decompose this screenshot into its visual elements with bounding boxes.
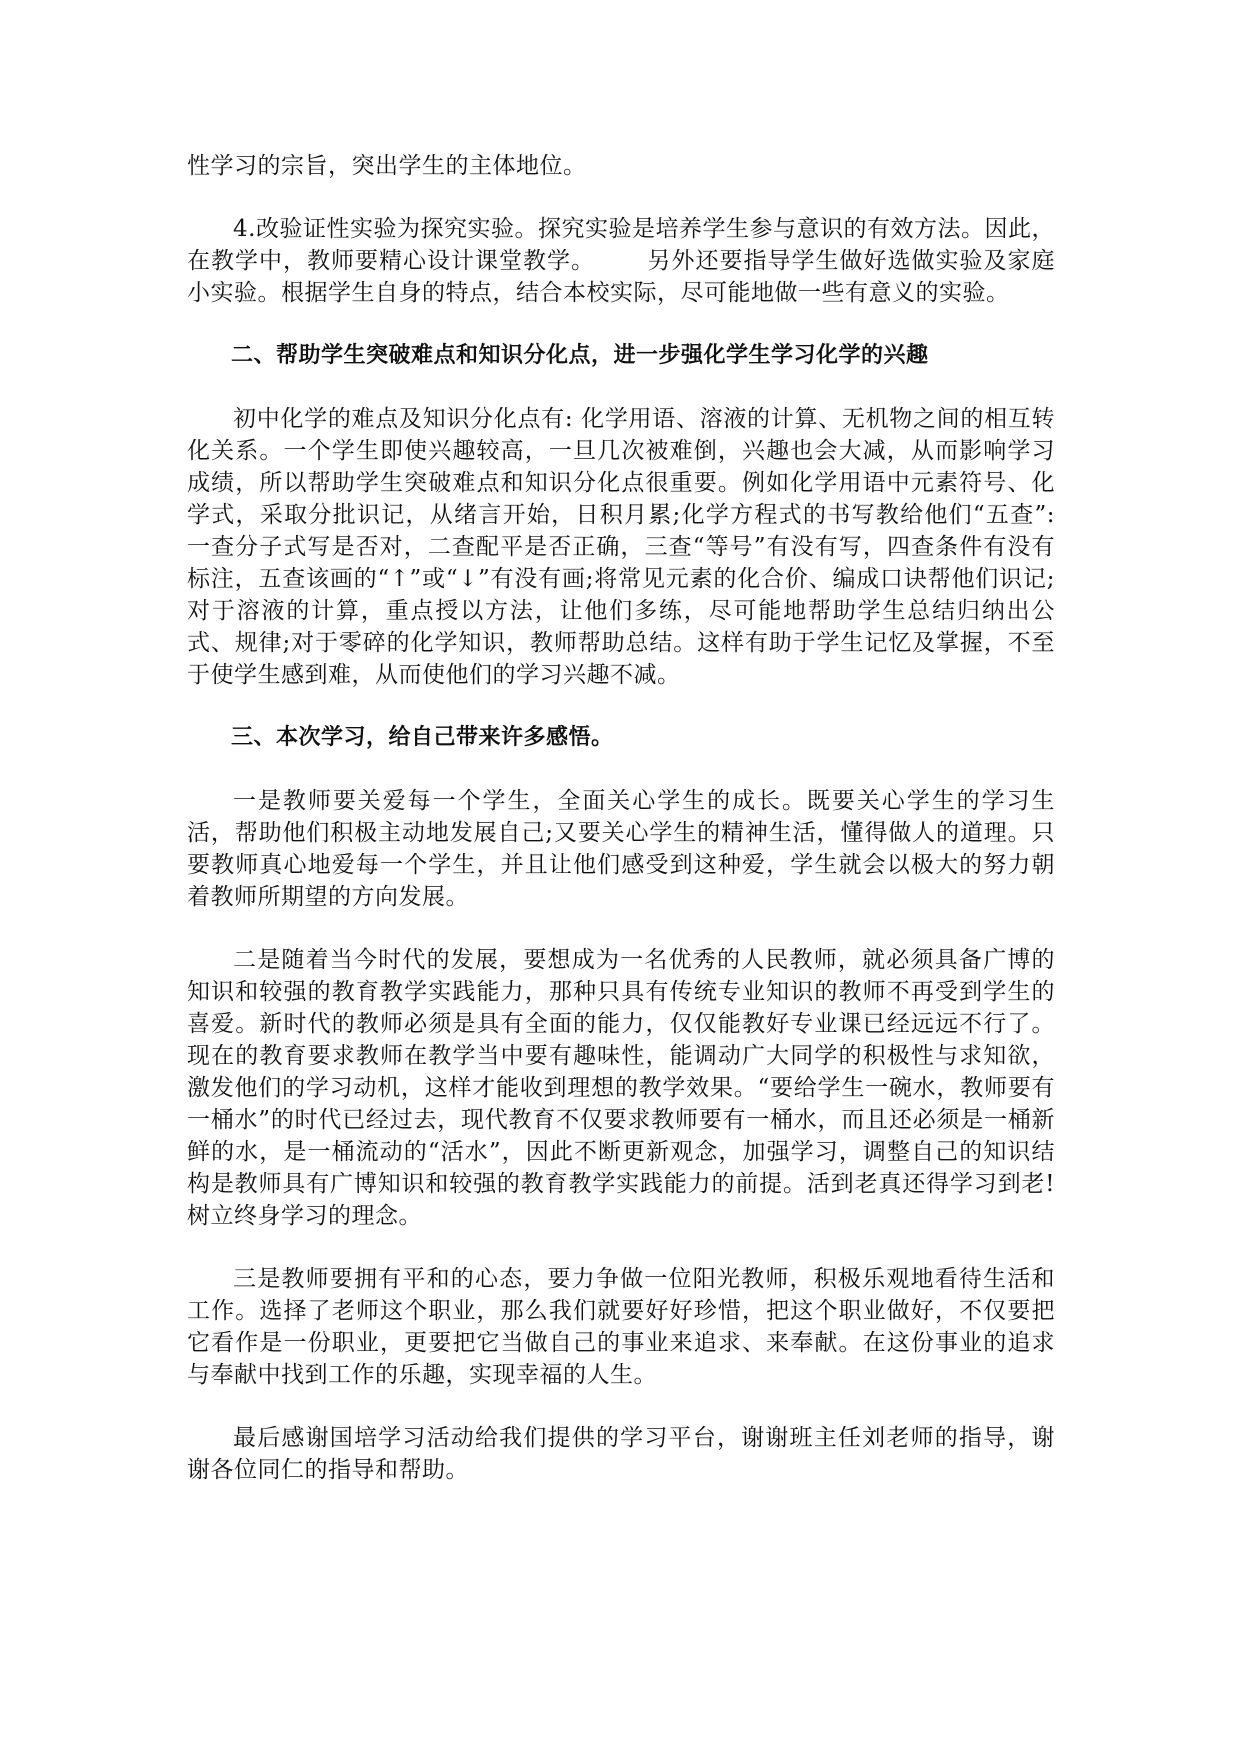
section-heading-3: 三、本次学习，给自己带来许多感悟。 bbox=[231, 725, 614, 750]
paragraph-difficulties: 初中化学的难点及知识分化点有: 化学用语、溶液的计算、无机物之间的相互转化关系。一个学生即使兴趣较高，一旦几次被难倒，兴趣也会大减，从而影响学习成绩，所以帮助学生突破难点和知识分化点很重要。例如化学用语中元素符号、化学式，采取分批识记，从绪言开始，日积月累;化学方程式的书写教给他们“五查”: 一查分子式写是否对，二查配平是否正确，三查“等号”有没有写，四查条件有没有标注，五查该画的“↑”或“↓”有没有画;将常见元素的化合价、编成口诀帮他们识记;对于溶液的计算，重点授以方法，让他们多练，尽可能地帮助学生总结归纳出公式、规律;对于零碎的化学知识，教师帮助总结。这样有助于学生记忆及掌握，不至于使学生感到难，从而使他们的学习兴趣不减。 bbox=[187, 406, 1055, 688]
paragraph-knowledge-ability: 二是随着当今时代的发展，要想成为一名优秀的人民教师，就必须具备广博的知识和较强的教育教学实践能力，那种只具有传统专业知识的教师不再受到学生的喜爱。新时代的教师必须是具有全面的能力，仅仅能教好专业课已经远远不行了。现在的教育要求教师在教学当中要有趣味性，能调动广大同学的积极性与求知欲，激发他们的学习动机，这样才能收到理想的教学效果。“要给学生一碗水，教师要有一桶水”的时代已经过去，现代教育不仅要求教师要有一桶水，而且还必须是一桶新鲜的水，是一桶流动的“活水”，因此不断更新观念，加强学习，调整自己的知识结构是教师具有广博知识和较强的教育教学实践能力的前提。活到老真还得学习到老!树立终身学习的理念。 bbox=[187, 947, 1055, 1229]
paragraph-inquiry-experiment-part1: 4.改验证性实验为探究实验。探究实验是培养学生参与意识的有效方法。因此，在教学中，教师要精心设计课堂教学。 bbox=[187, 216, 1055, 274]
section-heading-2: 二、帮助学生突破难点和知识分化点，进一步强化学生学习化学的兴趣 bbox=[231, 343, 929, 368]
paragraph-inquiry-experiment-part2: 另外还要指导学生做好选做实验及家庭小实验。根据学生自身的特点，结合本校实际，尽可能地做一些有意义的实验。 bbox=[187, 248, 1055, 306]
paragraph-care-students: 一是教师要关爱每一个学生，全面关心学生的成长。既要关心学生的学习生活，帮助他们积极主动地发展自己;又要关心学生的精神生活，懂得做人的道理。只要教师真心地爱每一个学生，并且让他们感受到这种爱，学生就会以极大的努力朝着教师所期望的方向发展。 bbox=[187, 788, 1055, 910]
paragraph-continuation: 性学习的宗旨，突出学生的主体地位。 bbox=[187, 153, 587, 179]
paragraph-inquiry-experiment bbox=[187, 213, 1055, 309]
document-body bbox=[187, 150, 1055, 1517]
paragraph-calm-mindset: 三是教师要拥有平和的心态，要力争做一位阳光教师，积极乐观地看待生活和工作。选择了老师这个职业，那么我们就要好好珍惜，把这个职业做好，不仅要把它看作是一份职业，更要把它当做自己的事业来追求、来奉献。在这份事业的追求与奉献中找到工作的乐趣，实现幸福的人生。 bbox=[187, 1266, 1055, 1388]
paragraph-acknowledgement: 最后感谢国培学习活动给我们提供的学习平台，谢谢班主任刘老师的指导，谢谢各位同仁的指导和帮助。 bbox=[187, 1425, 1055, 1483]
